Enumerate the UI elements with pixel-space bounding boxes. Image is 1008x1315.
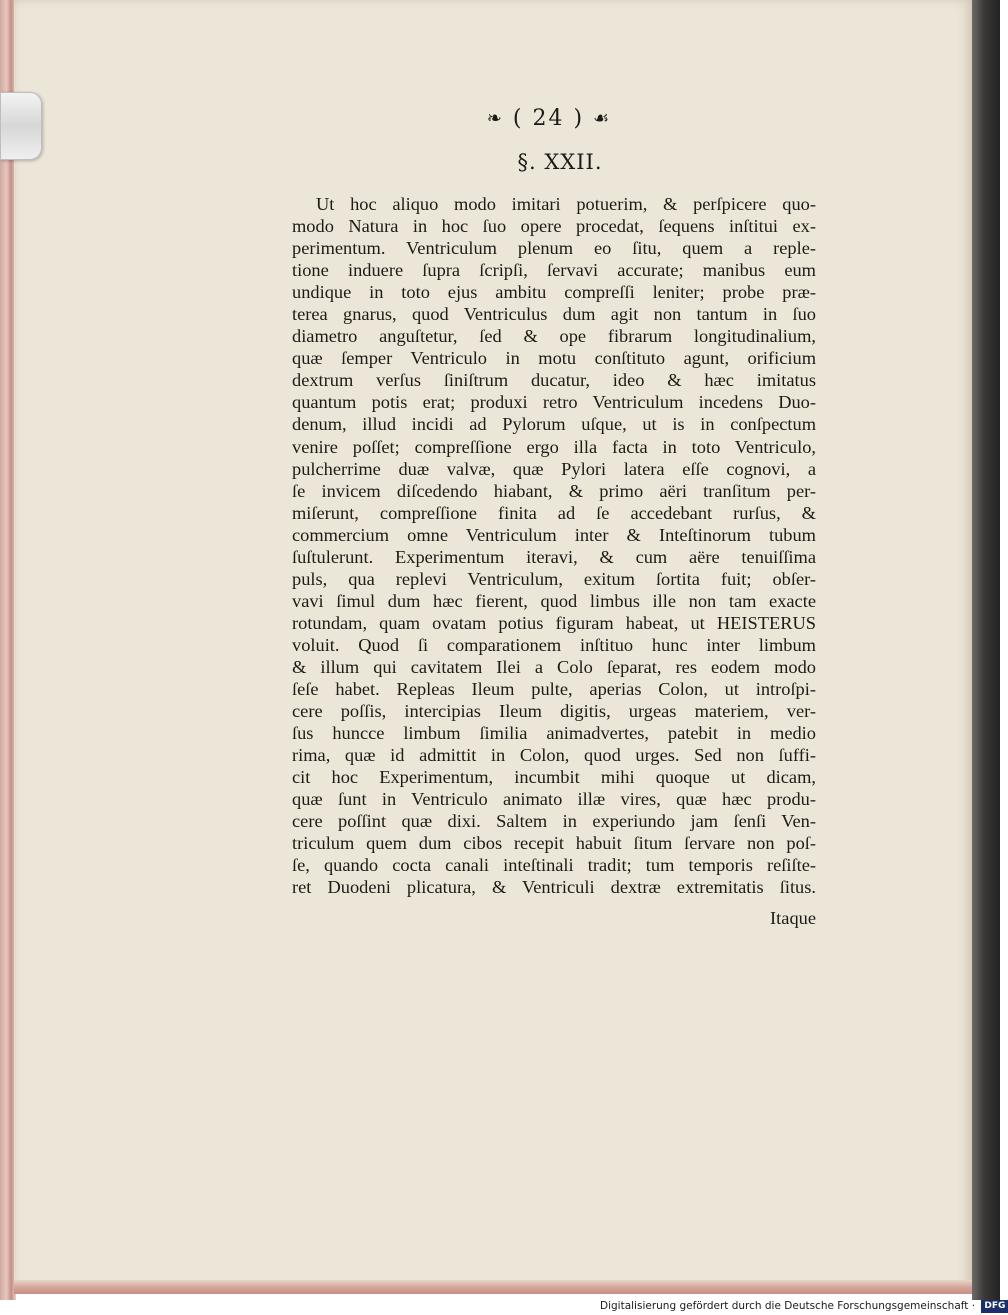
left-ornament-icon: ❧ bbox=[486, 108, 504, 129]
text-line: denum, illud incidi ad Pylorum uſque, ut is in conſpectum bbox=[292, 414, 816, 435]
text-line: venire poſſet; compreſſione ergo illa facta in toto Ventriculo, bbox=[292, 436, 816, 457]
page-clip bbox=[0, 92, 42, 160]
catchword: Itaque bbox=[770, 908, 816, 928]
text-line: voluit. Quod ſi comparationem inſtituo hunc inter limbum bbox=[292, 634, 816, 655]
text-line: tione induere ſupra ſcripſi, ſervavi accurate; manibus eum bbox=[292, 260, 816, 281]
text-line: modo Natura in hoc ſuo opere procedat, ſequens inſtitui ex- bbox=[292, 216, 816, 237]
text-line: vavi ſimul dum hæc fierent, quod limbus ille non tam exacte bbox=[292, 590, 816, 611]
text-line: cere poſſint quæ dixi. Saltem in experiundo jam ſenſi Ven- bbox=[292, 811, 816, 832]
text-line: ſeſe habet. Repleas Ileum pulte, aperias Colon, ut introſpi- bbox=[292, 679, 816, 700]
text-line: triculum quem dum cibos recepit habuit ſitum ſervare non poſ- bbox=[292, 833, 816, 854]
bottom-page-edge bbox=[14, 1280, 974, 1294]
text-line: cere poſſis, intercipias Ileum digitis, urgeas materiem, ver- bbox=[292, 701, 816, 722]
text-line: perimentum. Ventriculum plenum eo ſitu, quem a reple- bbox=[292, 238, 816, 259]
text-line: rima, quæ id admittit in Colon, quod urges. Sed non ſuffi- bbox=[292, 745, 816, 766]
text-line: Ut hoc aliquo modo imitari potuerim, & perſpicere quo- bbox=[316, 194, 816, 214]
text-line: ſe invicem diſcedendo hiabant, & primo aëri tranſitum per- bbox=[292, 480, 816, 501]
page-header bbox=[454, 106, 644, 131]
book-spine bbox=[972, 0, 1000, 1300]
text-line: quæ ſunt in Ventriculo animato illæ vires, quæ hæc produ- bbox=[292, 789, 816, 810]
text-line: ſe, quando cocta canali inteſtinali tradit; tum temporis reſiſte- bbox=[292, 855, 816, 876]
text-line: terea gnarus, quod Ventriculus dum agit non tantum in ſuo bbox=[292, 304, 816, 325]
text-line: diametro anguſtetur, ſed & ope fibrarum longitudinalium, bbox=[292, 326, 816, 347]
text-line: ſus huncce limbum ſimilia animadvertes, patebit in medio bbox=[292, 723, 816, 744]
text-line: commercium omne Ventriculum inter & Inteſtinorum tubum bbox=[292, 524, 816, 545]
text-line: quantum potis erat; produxi retro Ventriculum incedens Duo- bbox=[292, 392, 816, 413]
text-line: miſerunt, compreſſione finita ad ſe accedebant rurſus, & bbox=[292, 502, 816, 523]
text-line: dextrum verſus ſiniſtrum ducatur, ideo & hæc imitatus bbox=[292, 370, 816, 391]
text-line: ſuſtulerunt. Experimentum iteravi, & cum aëre tenuiſſima bbox=[292, 546, 816, 567]
text-line: pulcherrime duæ valvæ, quæ Pylori latera eſſe cognovi, a bbox=[292, 458, 816, 479]
page-number: ( 24 ) bbox=[512, 106, 585, 131]
section-title: §. XXII. bbox=[517, 150, 603, 174]
digitization-footer: Digitalisierung gefördert durch die Deutsche Forschungsgemeinschaft · DFG bbox=[600, 1298, 1000, 1315]
text-line: quæ ſemper Ventriculo in motu conſtituto agunt, orificium bbox=[292, 348, 816, 369]
right-ornament-icon: ☙ bbox=[593, 108, 612, 129]
footer-credit: Digitalisierung gefördert durch die Deutsche Forschungsgemeinschaft bbox=[600, 1300, 969, 1312]
body-text bbox=[292, 193, 816, 899]
text-line: cit hoc Experimentum, incumbit mihi quoque ut dicam, bbox=[292, 767, 816, 788]
text-line: & illum qui cavitatem Ilei a Colo ſeparat, res eodem modo bbox=[292, 656, 816, 677]
text-line: undique in toto ejus ambitu compreſſi leniter; probe præ- bbox=[292, 282, 816, 303]
text-line: rotundam, quam ovatam potius figuram habeat, ut HEISTERUS bbox=[292, 612, 816, 633]
text-line: puls, qua replevi Ventriculum, exitum ſortita fuit; obſer- bbox=[292, 568, 816, 589]
text-line: ret Duodeni plicatura, & Ventriculi dextræ extremitatis ſitus. bbox=[292, 877, 816, 898]
dfg-logo-icon: DFG bbox=[981, 1300, 1008, 1313]
